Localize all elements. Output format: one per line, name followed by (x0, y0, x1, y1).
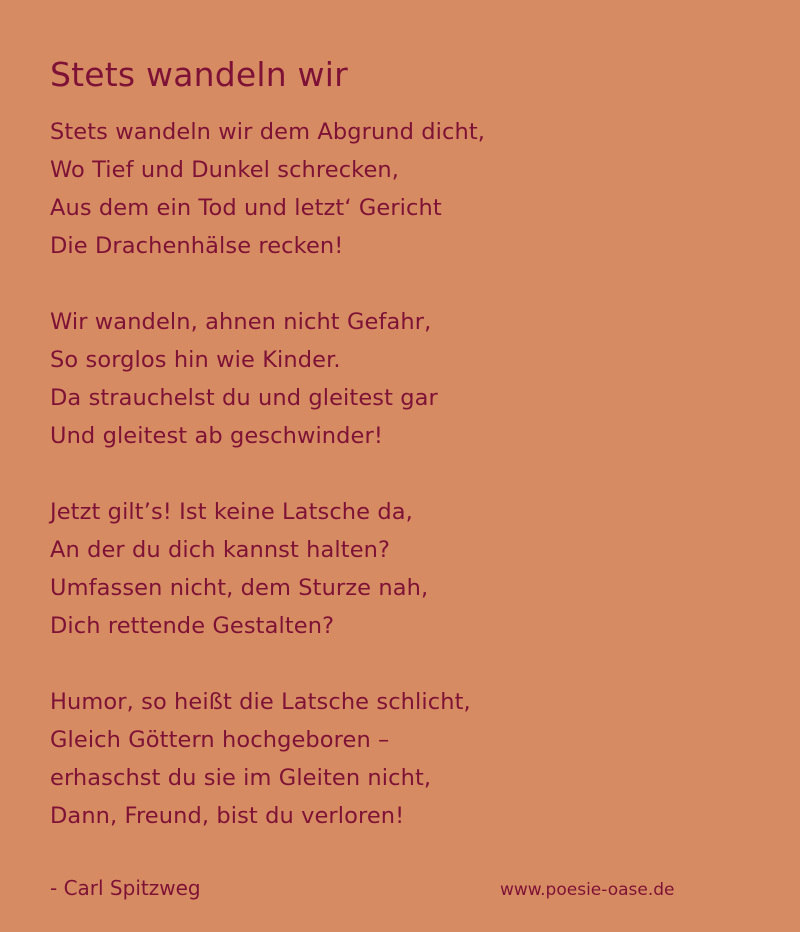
verse-line: Umfassen nicht, dem Sturze nah, (50, 575, 429, 601)
verse-line: Dann, Freund, bist du verloren! (50, 803, 405, 829)
stanza-4 (50, 683, 750, 835)
verse-line: Aus dem ein Tod und letzt‘ Gericht (50, 195, 442, 221)
verse-line: Jetzt gilt’s! Ist keine Latsche da, (50, 499, 413, 525)
verse-line: An der du dich kannst halten? (50, 537, 391, 563)
stanza-2 (50, 303, 750, 455)
stanza-3 (50, 493, 750, 645)
verse-line: Wir wandeln, ahnen nicht Gefahr, (50, 309, 432, 335)
verse-line: Da strauchelst du und gleitest gar (50, 385, 438, 411)
verse-line: Und gleitest ab geschwinder! (50, 423, 383, 449)
poem-card (50, 52, 750, 903)
verse-line: Humor, so heißt die Latsche schlicht, (50, 689, 471, 715)
verse-line: erhaschst du sie im Gleiten nicht, (50, 765, 432, 791)
verse-line: Gleich Göttern hochgeboren – (50, 727, 390, 753)
stanza-1 (50, 113, 750, 265)
verse-line: Dich rettende Gestalten? (50, 613, 335, 639)
website-url: www.poesie-oase.de (500, 880, 675, 900)
poem-author: - Carl Spitzweg (50, 876, 201, 900)
verse-line: Die Drachenhälse recken! (50, 233, 344, 259)
verse-line: So sorglos hin wie Kinder. (50, 347, 341, 373)
verse-line: Wo Tief und Dunkel schrecken, (50, 157, 400, 183)
verse-line: Stets wandeln wir dem Abgrund dicht, (50, 119, 486, 145)
poem-title: Stets wandeln wir (50, 55, 348, 94)
